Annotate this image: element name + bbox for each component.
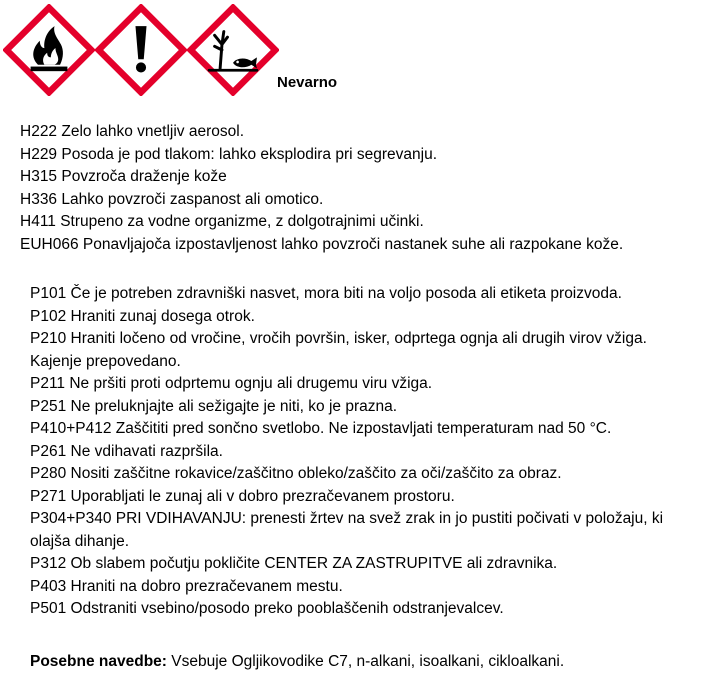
environment-pictogram <box>187 4 279 96</box>
precautionary-statements <box>30 283 710 621</box>
precautionary-statement: P312 Ob slabem počutju pokličite CENTER ZA ZASTRUPITVE ali zdravnika. <box>30 555 558 572</box>
flame-icon <box>3 4 95 96</box>
hazard-statement: H315 Povzroča draženje kože <box>20 168 227 185</box>
ghs-pictograms <box>0 0 712 100</box>
precautionary-statement: P280 Nositi zaščitne rokavice/zaščitno obleko/zaščito za oči/zaščito za obraz. <box>30 465 562 482</box>
signal-word: Nevarno <box>277 74 338 91</box>
precautionary-statement: P102 Hraniti zunaj dosega otrok. <box>30 307 255 325</box>
precautionary-statement: P251 Ne preluknjajte ali sežigajte je niti, ko je prazna. <box>30 397 398 415</box>
special-provisions-text: Vsebuje Ogljikovodike C7, n-alkani, isoalkani, cikloalkani. <box>166 653 565 670</box>
exclamation-mark-icon <box>95 4 187 96</box>
hazard-statement: EUH066 Ponavljajoča izpostavljenost lahko povzroči nastanek suhe ali razpokane kože. <box>20 235 624 253</box>
flame-pictogram <box>3 4 95 96</box>
precautionary-statement: P210 Hraniti ločeno od vročine, vročih površin, isker, odprtega ognja ali drugih virov vžiga. <box>30 330 647 347</box>
precautionary-statement: P410+P412 Zaščititi pred sončno svetlobo. Ne izpostavljati temperaturam nad 50 °C. <box>30 420 612 437</box>
precautionary-statement: Kajenje prepovedano. <box>30 352 181 370</box>
precautionary-statement: P101 Če je potreben zdravniški nasvet, mora biti na voljo posoda ali etiketa proizvoda. <box>30 285 622 302</box>
precautionary-statement: P271 Uporabljati le zunaj ali v dobro prezračevanem prostoru. <box>30 487 455 505</box>
hazard-statement: H336 Lahko povzroči zaspanost ali omotico. <box>20 190 324 208</box>
special-provisions-label: Posebne navedbe: <box>30 653 167 670</box>
hazard-statement: H222 Zelo lahko vnetljiv aerosol. <box>20 123 245 140</box>
hazard-statements <box>20 121 710 256</box>
precautionary-statement: P211 Ne pršiti proti odprtemu ognju ali drugemu viru vžiga. <box>30 375 433 392</box>
precautionary-statement: P501 Odstraniti vsebino/posodo preko pooblaščenih odstranjevalcev. <box>30 600 504 617</box>
special-provisions <box>30 651 710 673</box>
environment-hazard-icon <box>187 4 279 96</box>
exclamation-pictogram <box>95 4 187 96</box>
precautionary-statement: P304+P340 PRI VDIHAVANJU: prenesti žrtev na svež zrak in jo pustiti počivati v položaju, ki <box>30 510 664 527</box>
precautionary-statement: P403 Hraniti na dobro prezračevanem mestu. <box>30 577 343 595</box>
hazard-statement: H229 Posoda je pod tlakom: lahko eksplodira pri segrevanju. <box>20 145 438 163</box>
hazard-statement: H411 Strupeno za vodne organizme, z dolgotrajnimi učinki. <box>20 213 424 230</box>
precautionary-statement: P261 Ne vdihavati razpršila. <box>30 442 223 460</box>
precautionary-statement: olajša dihanje. <box>30 532 130 550</box>
